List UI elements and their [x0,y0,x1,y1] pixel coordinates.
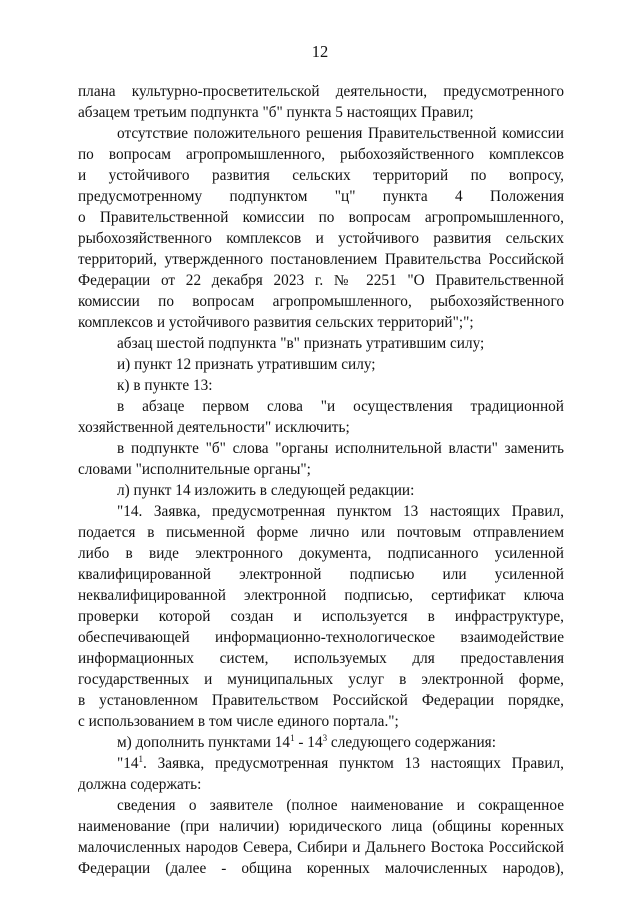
text-line: к) в пункте 13: [117,377,213,394]
paragraph [78,438,564,480]
text-line: и устойчивого развития сельских территорий по вопросу, [78,167,564,184]
paragraph [78,480,564,501]
text-line: информационных систем, используемых для предоставления [78,650,564,667]
text-line: словами "исполнительные органы"; [78,461,311,478]
text-fragment: "14 [117,755,139,772]
document-body [78,81,564,879]
text-line: хозяйственной деятельности" исключить; [78,419,350,436]
text-line: Федерации (далее - община коренных малочисленных народов), [78,860,564,877]
text-line: государственных и муниципальных услуг в электронной форме, [78,671,564,688]
text-line: либо в виде электронного документа, подписанного усиленной [78,545,564,562]
text-line: "14. Заявка, предусмотренная пунктом 13 настоящих Правил, [117,503,564,520]
text-line: комиссии по вопросам агропромышленного, рыбохозяйственного [78,293,564,310]
text-line: наименование (при наличии) юридического лица (общины коренных [78,818,564,835]
text-line: комплексов и устойчивого развития сельских территорий";"; [78,314,474,331]
page-number: 12 [311,42,329,61]
paragraph [78,375,564,396]
paragraph [78,732,564,753]
text-line [78,732,564,753]
paragraph [78,81,564,123]
text-line: отсутствие положительного решения Правительственной комиссии [117,125,564,142]
paragraph [78,753,564,795]
text-line: должна содержать: [78,776,202,793]
text-line: в подпункте "б" слова "органы исполнительной власти" заменить [117,440,564,457]
text-line: проверки которой создан и используется в инфраструктуре, [78,608,564,625]
text-line: предусмотренному подпунктом "ц" пункта 4 Положения [78,188,564,205]
text-fragment: - 14 [294,734,323,751]
text-line: л) пункт 14 изложить в следующей редакции: [117,482,415,499]
text-line: сведения о заявителе (полное наименование и сокращенное [117,797,564,814]
paragraph [78,795,564,879]
text-line: с использованием в том числе единого портала."; [78,713,399,730]
text-fragment: м) дополнить пунктами 14 [117,734,291,751]
text-line: квалифицированной электронной подписью или усиленной [78,566,564,583]
text-line: малочисленных народов Севера, Сибири и Дальнего Востока Российской [78,839,564,856]
text-line: обеспечивающей информационно-технологическое взаимодействие [78,629,564,646]
text-fragment: следующего содержания: [327,734,496,751]
text-line [78,753,564,774]
text-line: рыбохозяйственного комплексов и устойчивого развития сельских [78,230,564,247]
text-line: территорий, утвержденного постановлением Правительства Российской [78,251,564,268]
text-line: подается в письменной форме лично или почтовым отправлением [78,524,564,541]
text-line: абзац шестой подпункта "в" признать утратившим силу; [117,335,485,352]
text-line: плана культурно-просветительской деятельности, предусмотренного [78,83,564,100]
text-line: о Правительственной комиссии по вопросам агропромышленного, [78,209,564,226]
text-line: по вопросам агропромышленного, рыбохозяйственного комплексов [78,146,564,163]
paragraph [78,354,564,375]
text-line: абзацем третьим подпункта "б" пункта 5 настоящих Правил; [78,104,474,121]
text-line: и) пункт 12 признать утратившим силу; [117,356,376,373]
superscript: 3 [322,733,328,743]
paragraph [78,501,564,732]
text-line: в установленном Правительством Российской Федерации порядке, [78,692,564,709]
paragraph [78,123,564,333]
superscript: 1 [290,733,295,743]
paragraph [78,396,564,438]
text-line: неквалифицированной электронной подписью, сертификат ключа [78,587,564,604]
text-fragment: . Заявка, предусмотренная пунктом 13 настоящих Правил, [143,755,564,772]
paragraph [78,333,564,354]
text-line: Федерации от 22 декабря 2023 г. № 2251 "О Правительственной [78,272,564,289]
superscript: 1 [138,754,144,764]
text-line: в абзаце первом слова "и осуществления традиционной [117,398,564,415]
